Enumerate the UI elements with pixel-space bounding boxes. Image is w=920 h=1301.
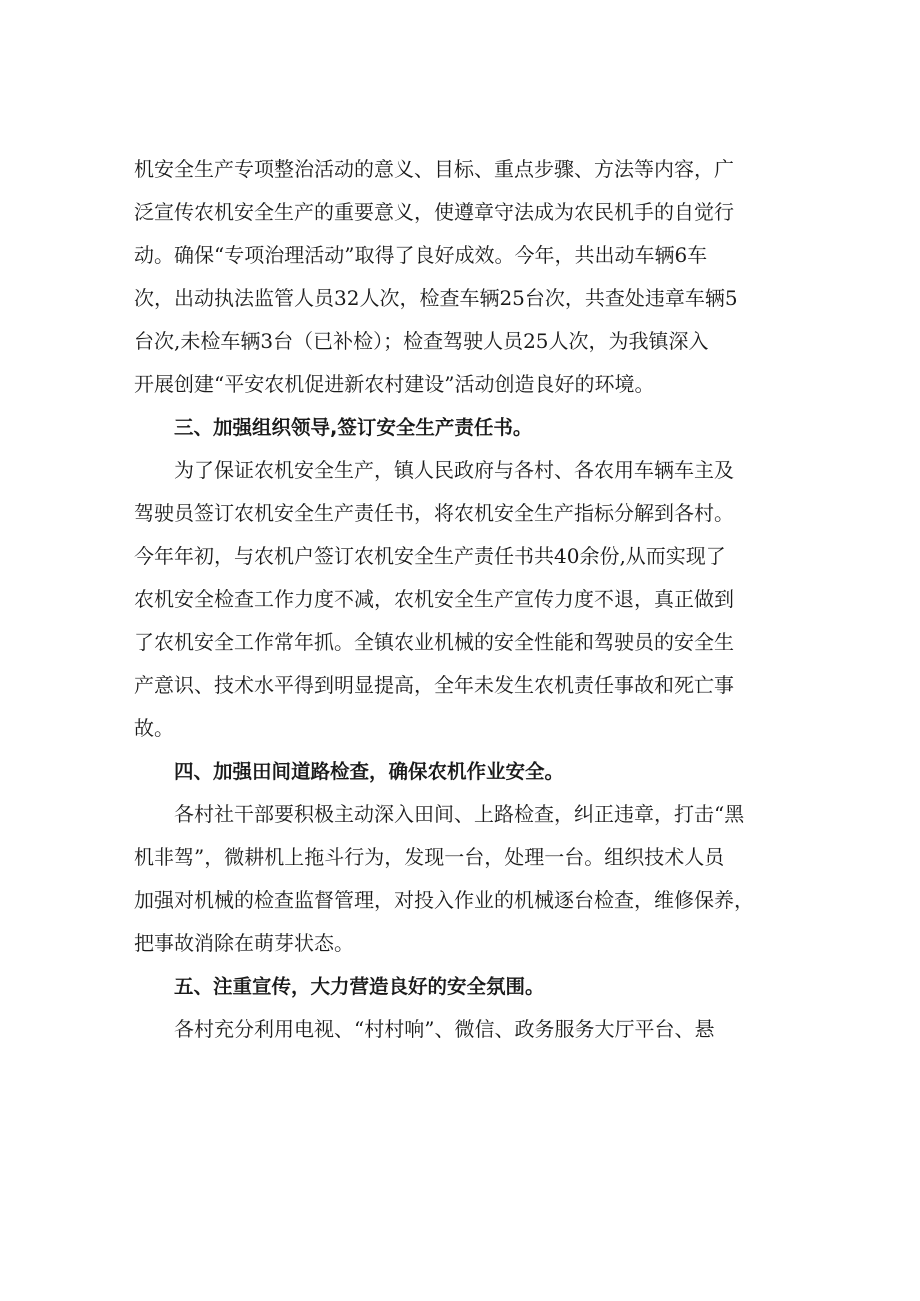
- text-line: 驾驶员签订农机安全生产责任书，将农机安全生产指标分解到各村。: [134, 501, 734, 525]
- text-line: 故。: [134, 716, 174, 740]
- text-line: 产意识、技术水平得到明显提高，全年未发生农机责任事故和死亡事: [134, 673, 734, 697]
- text-line: 农机安全检查工作力度不减，农机安全生产宣传力度不退，真正做到: [134, 587, 734, 611]
- text-line: 了农机安全工作常年抓。全镇农业机械的安全性能和驾驶员的安全生: [134, 630, 734, 654]
- text-line: 把事故消除在萌芽状态。: [134, 931, 354, 955]
- paragraph-inspection-results: [134, 148, 794, 406]
- paragraph-responsibility: [134, 449, 794, 750]
- text-line: 机安全生产专项整治活动的意义、目标、重点步骤、方法等内容，广: [134, 157, 734, 181]
- text-line: 今年年初，与农机户签订农机安全生产责任书共40余份,从而实现了: [134, 544, 726, 568]
- text-line: 泛宣传农机安全生产的重要意义，使遵章守法成为农民机手的自觉行: [134, 200, 734, 224]
- text-line: 开展创建“平安农机促进新农村建设”活动创造良好的环境。: [134, 372, 655, 396]
- section-heading-5: 五、注重宣传，大力营造良好的安全氛围。: [174, 975, 545, 998]
- text-line: 次，出动执法监管人员32人次，检查车辆25台次，共查处违章车辆5: [134, 286, 738, 310]
- text-line: 机非驾”，微耕机上拖斗行为，发现一台，处理一台。组织技术人员: [134, 845, 725, 869]
- text-line: 为了保证农机安全生产，镇人民政府与各村、各农用车辆车主及: [174, 458, 734, 482]
- paragraph-publicity: [134, 1008, 794, 1051]
- document-body: [134, 148, 794, 1051]
- text-line: 动。确保“专项治理活动”取得了良好成效。今年，共出动车辆6车: [134, 243, 708, 267]
- text-line: 各村社干部要积极主动深入田间、上路检查，纠正违章，打击“黑: [174, 802, 745, 826]
- text-line: 台次,未检车辆3台（已补检）；检查驾驶人员25人次，为我镇深入: [134, 329, 709, 353]
- section-heading-3: 三、加强组织领导,签订安全生产责任书。: [174, 416, 533, 439]
- paragraph-field-inspection: [134, 793, 794, 965]
- text-line: 各村充分利用电视、“村村响”、微信、政务服务大厅平台、悬: [174, 1017, 715, 1041]
- text-line: 加强对机械的检查监督管理，对投入作业的机械逐台检查，维修保养，: [134, 888, 754, 912]
- section-heading-4: 四、加强田间道路检查，确保农机作业安全。: [174, 760, 565, 783]
